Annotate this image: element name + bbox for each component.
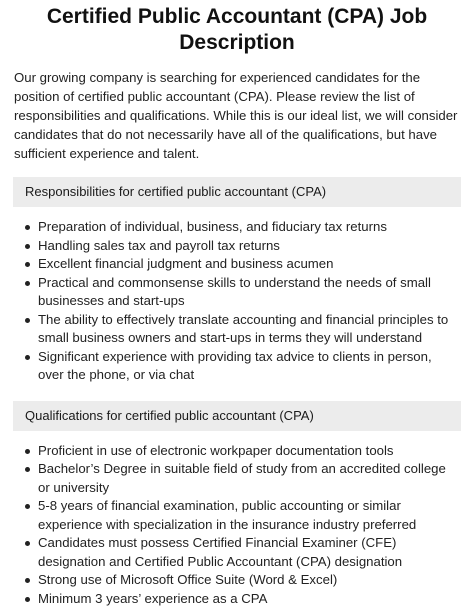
qualifications-list bbox=[14, 442, 460, 608]
list-item: Significant experience with providing tax advice to clients in person, over the phone, or via chat bbox=[38, 348, 460, 385]
list-item: Minimum 3 years’ experience as a CPA bbox=[38, 590, 460, 608]
qualifications-heading: Qualifications for certified public accountant (CPA) bbox=[13, 401, 461, 431]
responsibilities-list bbox=[14, 218, 460, 385]
responsibilities-heading: Responsibilities for certified public accountant (CPA) bbox=[13, 177, 461, 207]
list-item: Preparation of individual, business, and fiduciary tax returns bbox=[38, 218, 460, 237]
list-item: Practical and commonsense skills to understand the needs of small businesses and start-ups bbox=[38, 274, 460, 311]
list-item: Proficient in use of electronic workpaper documentation tools bbox=[38, 442, 460, 461]
list-item: Bachelor’s Degree in suitable field of study from an accredited college or university bbox=[38, 460, 460, 497]
list-item: 5-8 years of financial examination, public accounting or similar experience with specialization in the insurance industry preferred bbox=[38, 497, 460, 534]
page-title: Certified Public Accountant (CPA) Job Description bbox=[14, 0, 460, 56]
list-item: Excellent financial judgment and business acumen bbox=[38, 255, 460, 274]
list-item: Handling sales tax and payroll tax returns bbox=[38, 237, 460, 256]
list-item: The ability to effectively translate accounting and financial principles to small business owners and start-ups in terms they will understand bbox=[38, 311, 460, 348]
list-item: Candidates must possess Certified Financial Examiner (CFE) designation and Certified Public Accountant (CPA) designation bbox=[38, 534, 460, 571]
intro-paragraph: Our growing company is searching for experienced candidates for the position of certified public accountant (CPA). Please review the list of responsibilities and qualifications. While this is our ideal list, we will consider candidates that do not necessarily have all of the qualifications, but have sufficient experience and talent. bbox=[14, 68, 460, 163]
list-item: Strong use of Microsoft Office Suite (Word & Excel) bbox=[38, 571, 460, 590]
